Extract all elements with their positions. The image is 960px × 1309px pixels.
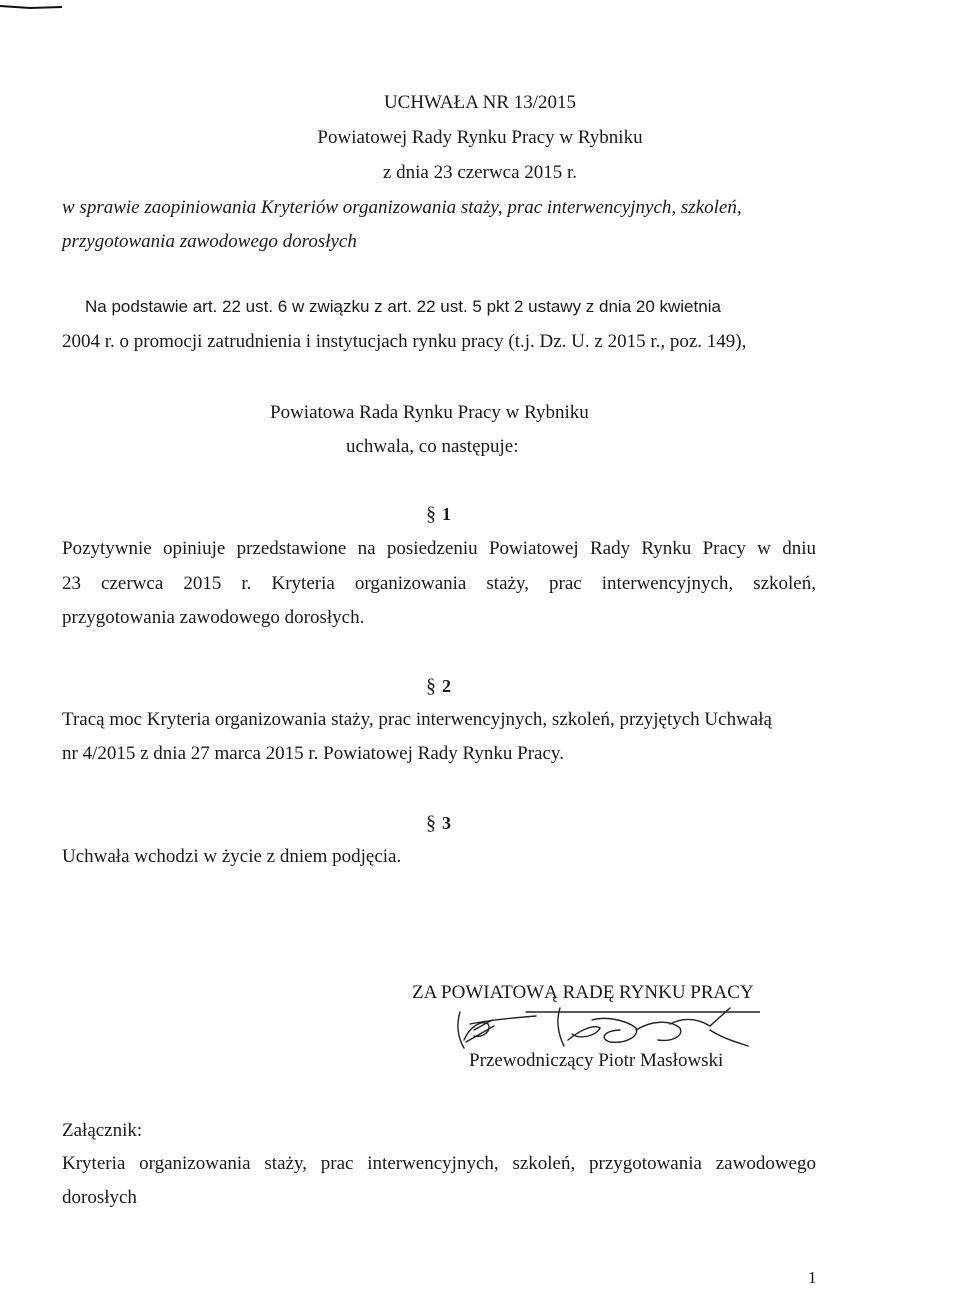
resolution-title: UCHWAŁA NR 13/2015: [383, 92, 577, 113]
section-number: 3: [442, 813, 451, 833]
legal-basis-line-2: 2004 r. o promocji zatrudnienia i instytucjach rynku pracy (t.j. Dz. U. z 2015 r., poz. 149),: [62, 331, 747, 352]
signature-heading: ZA POWIATOWĄ RADĘ RYNKU PRACY: [412, 982, 754, 1003]
attachment-line-1: Kryteria organizowania staży, prac interwencyjnych, szkoleń, przygotowania zawodowego: [62, 1153, 816, 1174]
section-symbol: §: [426, 503, 436, 525]
section-2-line-2: nr 4/2015 z dnia 27 marca 2015 r. Powiatowej Rady Rynku Pracy.: [62, 743, 564, 764]
attachment-line-2: dorosłych: [62, 1187, 137, 1208]
council-resolves: Powiatowa Rada Rynku Pracy w Rybniku: [270, 402, 589, 423]
section-number: 2: [442, 676, 451, 696]
council-name: Powiatowej Rady Rynku Pracy w Rybniku: [317, 127, 643, 148]
scan-mark: [0, 0, 70, 14]
section-symbol: §: [426, 675, 436, 697]
section-3-line-1: Uchwała wchodzi w życie z dniem podjęcia.: [62, 846, 402, 867]
legal-basis-line-1: Na podstawie art. 22 ust. 6 w związku z art. 22 ust. 5 pkt 2 ustawy z dnia 20 kwietnia: [85, 297, 721, 316]
section-symbol: §: [426, 812, 436, 834]
section-number: 1: [442, 504, 451, 524]
resolves-phrase: uchwala, co następuje:: [346, 436, 519, 457]
section-2-heading: [426, 675, 451, 698]
subject-line-2: przygotowania zawodowego dorosłych: [62, 231, 357, 252]
section-1-line-1: Pozytywnie opiniuje przedstawione na posiedzeniu Powiatowej Rady Rynku Pracy w dniu: [62, 538, 816, 559]
signatory-name: Przewodniczący Piotr Masłowski: [469, 1050, 724, 1071]
page-number: 1: [808, 1268, 817, 1287]
subject-line-1: w sprawie zaopiniowania Kryteriów organizowania staży, prac interwencyjnych, szkoleń,: [62, 197, 742, 218]
attachment-label: Załącznik:: [62, 1120, 143, 1141]
resolution-date: z dnia 23 czerwca 2015 r.: [382, 162, 578, 183]
section-1-heading: [426, 503, 451, 526]
section-3-heading: [426, 812, 451, 835]
section-1-line-2: 23 czerwca 2015 r. Kryteria organizowania staży, prac interwencyjnych, szkoleń,: [62, 573, 816, 594]
section-2-line-1: Tracą moc Kryteria organizowania staży, prac interwencyjnych, szkoleń, przyjętych Uchwałą: [62, 709, 772, 730]
section-1-line-3: przygotowania zawodowego dorosłych.: [62, 607, 365, 628]
